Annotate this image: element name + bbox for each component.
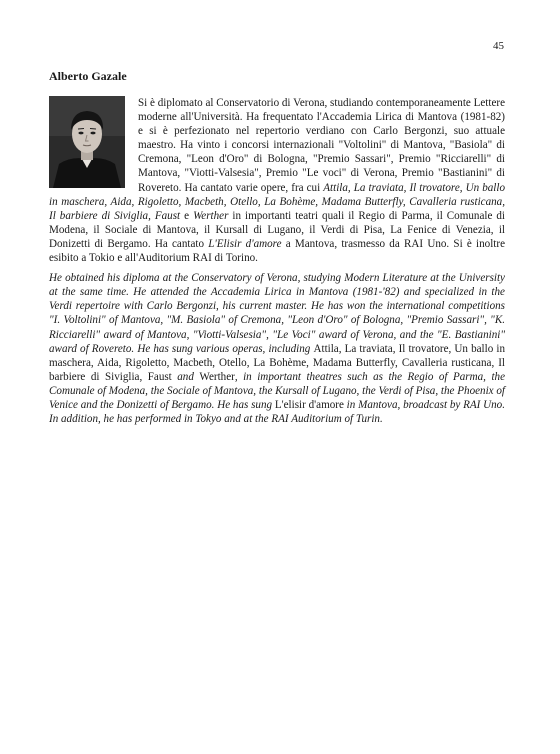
bio-title: Alberto Gazale (49, 69, 127, 83)
bio-it-text-1: Si è diplomato al Conservatorio di Verona, studiando contemporaneamente Lettere moderne all'Università. Ha frequentato l'Accademia Lirica di Mantova (1981-82) e si è perfezionato nel repertorio verdiano con Carlo Bergonzi, suo attuale maestro. Ha vinto i concorsi internazionali "Voltolini" di Mantova, "Basiola" di Cremona, "Leon d'Oro" di Bologna, "Premio Sassari", Premio "Ricciarelli" di Mantova, "Viotti-Valsesia", Premio "Le voci" di Verona, Premio "Bastianini" di Rovereto. Ha cantato varie opere, fra cui (138, 97, 506, 194)
bio-en-text-3: , in important theatres such as the Regio of Parma, the Comunale of Modena, the Sociale of Mantova, the Kursall of Lugano, the Verdi of Pisa, the Phoenix of Venice and the Donizetti of Bergamo. He has sung (49, 370, 506, 411)
bio-en-text-4: in Mantova, broadcast by RAI Uno. In addition, he has performed in Tokyo and at the RAI Auditorium of Turin. (49, 398, 505, 426)
bio-en-opera-werther: Werther (199, 370, 235, 383)
bio-english (49, 271, 505, 426)
bio-it-text-3: in importanti teatri quali il Regio di Parma, il Comunale di Modena, il Sociale di Mantova, il Kursall di Lugano, il Verdi di Pisa, La Fenice di Venezia, il Donizetti di Bergamo. Ha cantato (49, 209, 505, 250)
bio-it-operas: Attila, La traviata, Il trovatore, Un ballo in maschera, Aida, Rigoletto, Macbeth, Otello, La Bohème, Madama Butterfly, Cavalleria rusticana, Il barbiere di Siviglia, Faust (49, 181, 506, 222)
bio-it-opera-werther: Werther (193, 209, 229, 222)
bio-it-text-4: a Mantova, trasmesso da RAI Uno. Si è inoltre esibito a Tokio e all'Auditorium RAI di Torino. (49, 237, 506, 265)
portrait-photo (49, 96, 125, 188)
bio-it-opera-elisir: L'Elisir d'amore (208, 237, 282, 250)
portrait-photo-icon (49, 96, 125, 188)
bio-en-opera-elisir: L'elisir d'amore (274, 398, 344, 411)
bio-it-text-2: e (180, 209, 194, 222)
bio-en-text-2: and (171, 370, 200, 383)
bio-en-operas: Attila, La traviata, Il trovatore, Un ballo in maschera, Aida, Rigoletto, Macbeth, Otello, La Bohème, Madama Butterfly, Cavalleria rusticana, Il barbiere di Siviglia, Faust (49, 342, 505, 383)
page-number: 45 (493, 40, 504, 52)
bio-en-text-1: He obtained his diploma at the Conservatory of Verona, studying Modern Literature at the University at the same time. He attended the Accademia Lirica in Mantova (1981-'82) and specialized in the Verdi repertoire with Carlo Bergonzi, his current master. He has won the international competitions "I. Voltolini" of Mantova, "M. Basiola" of Cremona, "Leon d'Oro" of Bologna, "Premio Sassari", "K. Ricciarelli" award of Mantova, "Viotti-Valsesia", "Le Voci" award of Verona, and the "E. Bastianini" award of Rovereto. He has sung various operas, including (49, 272, 505, 355)
bio-content (49, 96, 505, 426)
